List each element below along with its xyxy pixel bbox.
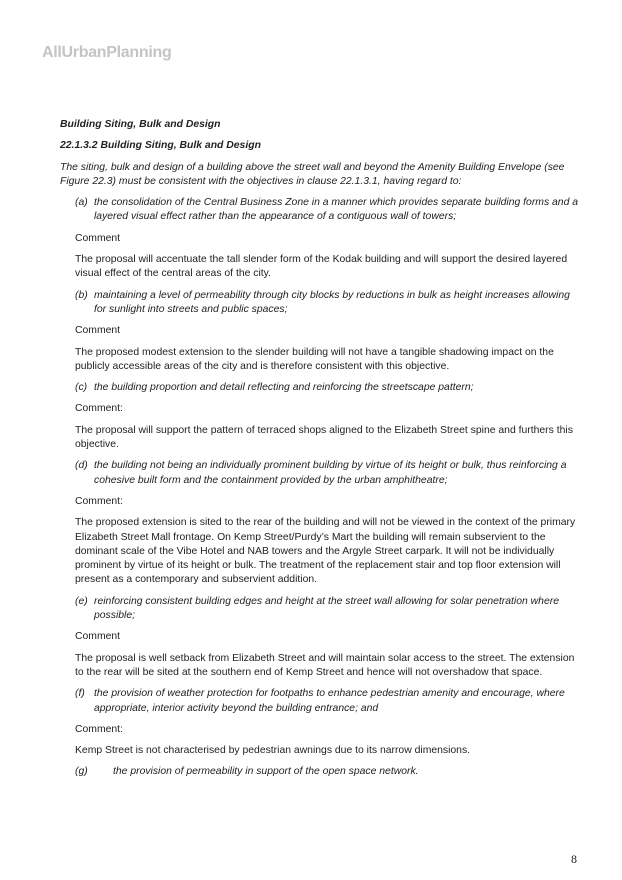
comment-text: The proposal will accentuate the tall slender form of the Kodak building and will support the desired layered visual effect of the central areas of the city. xyxy=(75,254,568,280)
clause-item-f xyxy=(75,687,580,716)
item-label: (a) xyxy=(75,197,88,209)
comment-label: Comment xyxy=(75,325,121,337)
comment-label: Comment: xyxy=(75,403,123,415)
item-text: the building proportion and detail reflecting and reinforcing the streetscape pattern; xyxy=(94,382,474,394)
item-label: (f) xyxy=(75,688,85,700)
comment-text: The proposed extension is sited to the rear of the building and will not be viewed in the context of the primary Elizabeth Street Mall frontage. On Kemp Street/Purdy’s Mart the building will remain subservient to the dominant scale of the Vibe Hotel and NAB towers and the Argyle Street carpark. It will not be individually prominent by virtue of its height or bulk. The treatment of the replacement stair and top floor extension will present as a contemporary and subservient addition. xyxy=(75,517,576,586)
comment-label: Comment xyxy=(75,631,121,643)
document-body xyxy=(60,118,580,787)
comment-text: The proposal is well setback from Elizabeth Street and will maintain solar access to the street. The extension to the rear will be sited at the southern end of Kemp Street and hence will not overshadow that space. xyxy=(75,652,575,678)
item-label: (b) xyxy=(75,289,88,301)
clause-item-a xyxy=(75,196,580,225)
comment-text: The proposed modest extension to the slender building will not have a tangible shadowing impact on the publicly accessible areas of the city and is therefore consistent with this objective. xyxy=(75,346,554,372)
comment-label: Comment xyxy=(75,232,121,244)
item-label: (e) xyxy=(75,595,88,607)
item-text: the consolidation of the Central Business Zone in a manner which provides separate building forms and a layered visual effect rather than the appearance of a contiguous wall of towers; xyxy=(94,197,579,223)
comment-label: Comment: xyxy=(75,723,123,735)
clause-heading: 22.1.3.2 Building Siting, Bulk and Design xyxy=(60,140,261,152)
clause-item-d xyxy=(75,459,580,488)
item-text: the provision of weather protection for footpaths to enhance pedestrian amenity and encourage, where appropriate, interior activity beyond the building entrance; and xyxy=(94,688,565,714)
comment-text: The proposal will support the pattern of terraced shops aligned to the Elizabeth Street spine and furthers this objective. xyxy=(75,424,573,451)
item-label: (d) xyxy=(75,460,88,472)
item-text: the provision of permeability in support of the open space network. xyxy=(113,766,419,778)
clause-item-b xyxy=(75,289,580,318)
item-text: reinforcing consistent building edges and height at the street wall allowing for solar penetration where possible; xyxy=(94,595,559,622)
comment-label: Comment: xyxy=(75,495,123,507)
item-text: maintaining a level of permeability through city blocks by reductions in bulk as height increases allowing for sunlight into streets and public spaces; xyxy=(94,289,570,315)
item-text: the building not being an individually prominent building by virtue of its height or bulk, thus reinforcing a cohesive built form and the containment provided by the urban amphitheatre; xyxy=(94,460,567,486)
company-logo: AllUrbanPlanning xyxy=(42,44,172,61)
clause-item-g xyxy=(75,765,580,779)
clause-item-c xyxy=(75,381,580,395)
clause-intro: The siting, bulk and design of a building above the street wall and beyond the Amenity Building Envelope (see Figure 22.3) must be consistent with the objectives in clause 22.1.3.1, having regard to: xyxy=(60,161,565,187)
item-label: (g) xyxy=(75,766,88,778)
clause-item-e xyxy=(75,595,580,624)
item-label: (c) xyxy=(75,382,88,394)
page-number: 8 xyxy=(571,852,577,866)
section-heading: Building Siting, Bulk and Design xyxy=(60,119,221,130)
comment-text: Kemp Street is not characterised by pedestrian awnings due to its narrow dimensions. xyxy=(75,745,471,757)
